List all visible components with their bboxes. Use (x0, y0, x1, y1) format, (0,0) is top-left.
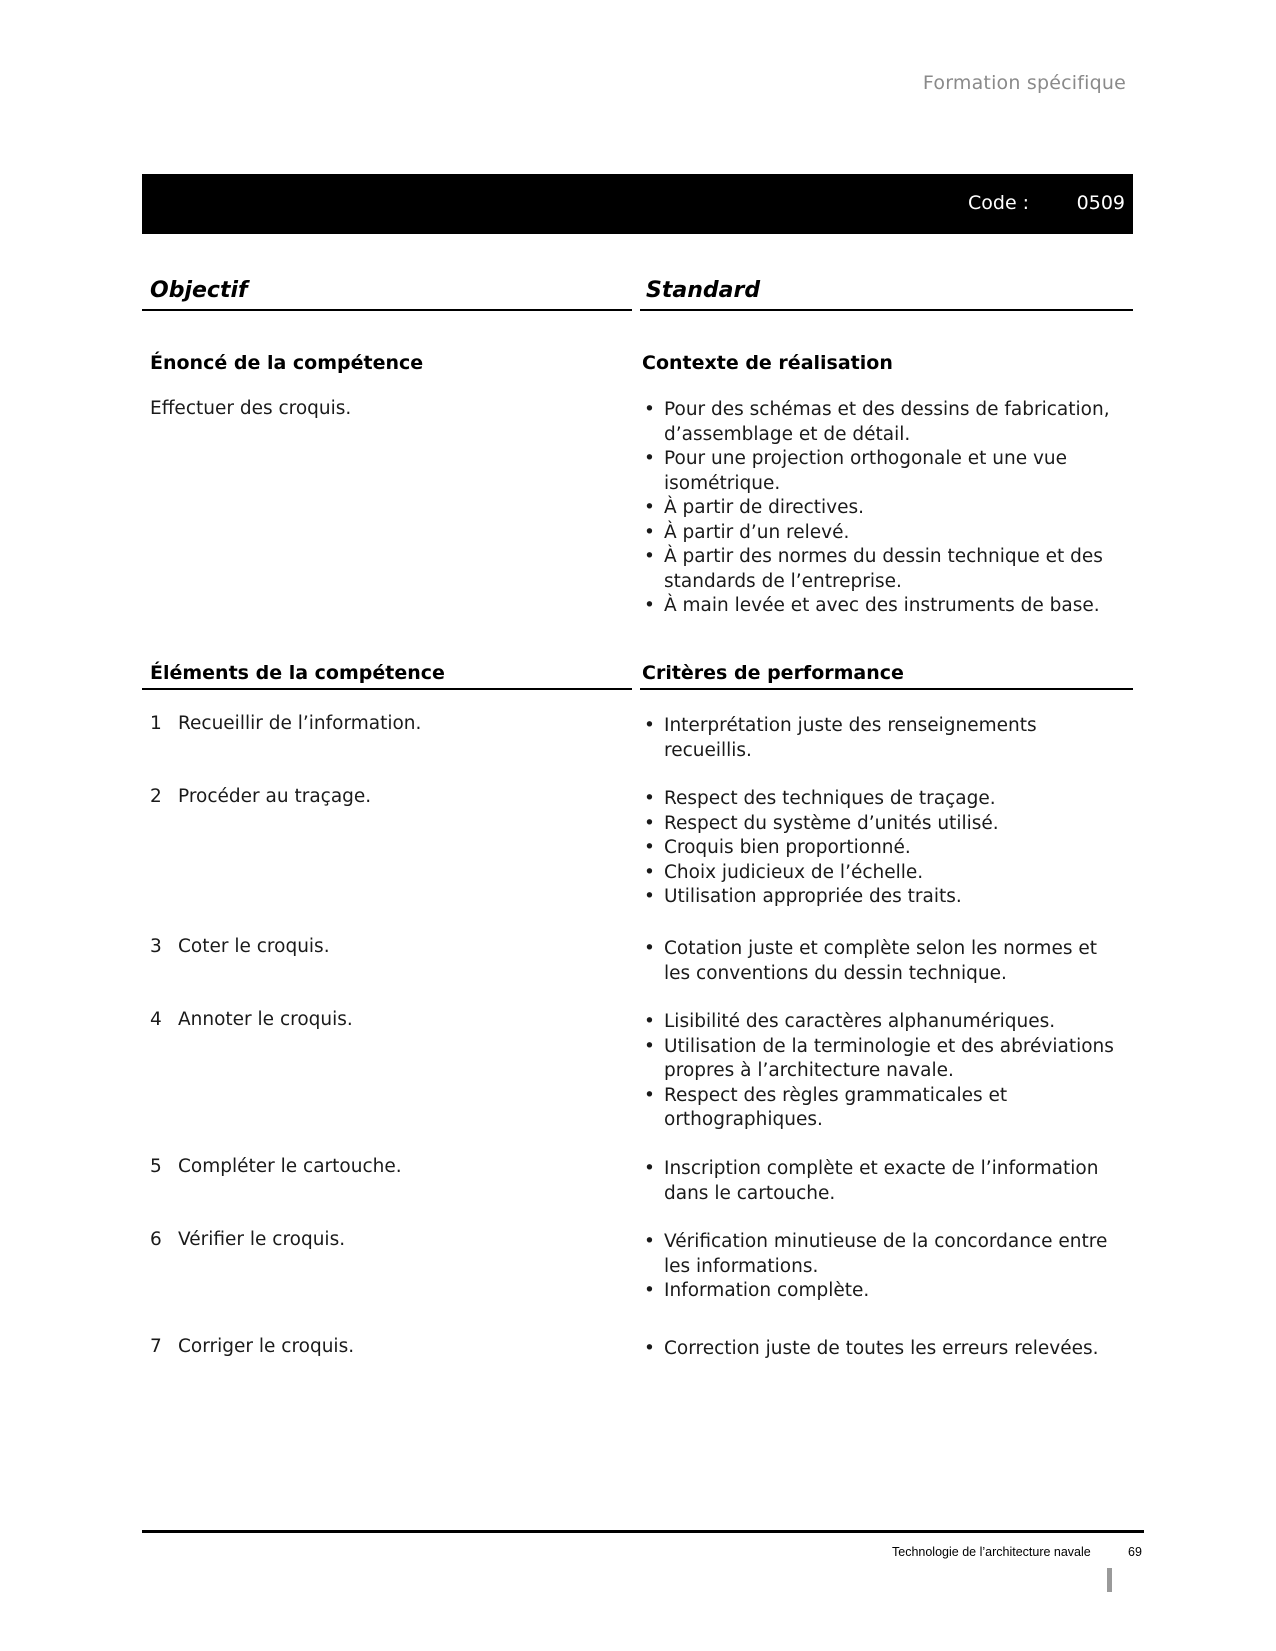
bullet-text: À main levée et avec des instruments de base. (664, 595, 1100, 616)
bullet-text: Respect des techniques de traçage. (664, 788, 996, 809)
bullet-item (642, 812, 1122, 837)
bullet-item (642, 937, 1122, 986)
element-label: Compléter le cartouche. (178, 1156, 402, 1177)
elements-heading: Éléments de la compétence (150, 662, 445, 684)
bullet-icon: • (644, 546, 655, 567)
bullet-item (642, 496, 1122, 521)
bullet-text: Utilisation de la terminologie et des abréviations propres à l’architecture navale. (664, 1035, 1114, 1081)
element-label: Coter le croquis. (178, 936, 330, 957)
element-label: Vérifier le croquis. (178, 1229, 346, 1250)
standard-rule (640, 309, 1133, 311)
bullet-text: À partir de directives. (664, 497, 864, 518)
footer-rule (142, 1530, 1144, 1533)
criteria-list (642, 714, 1122, 763)
criteria-list (642, 1157, 1122, 1206)
criteria-list (642, 937, 1122, 986)
element-row (150, 1156, 402, 1177)
bullet-item (642, 594, 1122, 619)
contexte-heading: Contexte de réalisation (642, 352, 893, 374)
element-label: Annoter le croquis. (178, 1009, 353, 1030)
bullet-icon: • (644, 886, 655, 907)
criteria-list (642, 1230, 1122, 1304)
code-label: Code : (968, 192, 1030, 214)
bullet-text: À partir des normes du dessin technique et des standards de l’entreprise. (664, 546, 1103, 592)
criteria-list (642, 1010, 1122, 1133)
element-row (150, 1009, 353, 1030)
enonce-text: Effectuer des croquis. (150, 398, 352, 419)
bullet-icon: • (644, 497, 655, 518)
bullet-icon: • (644, 399, 655, 420)
bullet-icon: • (644, 1231, 655, 1252)
criteria-list (642, 787, 1122, 910)
code-value: 0509 (1076, 192, 1125, 214)
bullet-text: Correction juste de toutes les erreurs relevées. (664, 1338, 1099, 1359)
bullet-item (642, 861, 1122, 886)
bullet-item (642, 1010, 1122, 1035)
bullet-icon: • (644, 1035, 655, 1057)
bullet-item (642, 545, 1122, 594)
element-number: 4 (150, 1009, 162, 1030)
footer-marker (1107, 1568, 1112, 1592)
bullet-icon: • (644, 788, 655, 809)
bullet-item (642, 1157, 1122, 1206)
bullet-text: Vérification minutieuse de la concordance entre les informations. (664, 1231, 1108, 1277)
standard-heading: Standard (646, 278, 761, 303)
bullet-icon: • (644, 837, 655, 858)
bullet-text: Utilisation appropriée des traits. (664, 886, 962, 907)
bullet-text: Cotation juste et complète selon les normes et les conventions du dessin technique. (664, 938, 1097, 984)
bullet-text: Inscription complète et exacte de l’information dans le cartouche. (664, 1158, 1099, 1204)
element-number: 7 (150, 1336, 162, 1357)
criteres-rule (640, 688, 1133, 690)
bullet-item (642, 521, 1122, 546)
footer-title: Technologie de l’architecture navale (892, 1545, 1091, 1559)
element-label: Recueillir de l’information. (178, 713, 422, 734)
contexte-list (642, 398, 1122, 619)
bullet-item (642, 885, 1122, 910)
bullet-icon: • (644, 1158, 655, 1179)
element-number: 5 (150, 1156, 162, 1177)
bullet-item (642, 1084, 1122, 1133)
bullet-text: Pour des schémas et des dessins de fabrication, d’assemblage et de détail. (664, 399, 1110, 445)
criteria-list (642, 1337, 1122, 1362)
objectif-rule (142, 309, 632, 311)
element-row (150, 713, 421, 734)
bullet-item (642, 398, 1122, 447)
bullet-text: Interprétation juste des renseignements recueillis. (664, 715, 1037, 761)
bullet-text: À partir d’un relevé. (664, 521, 850, 543)
bullet-item (642, 1337, 1122, 1362)
bullet-text: Respect des règles grammaticales et orthographiques. (664, 1084, 1008, 1130)
bullet-icon: • (644, 1084, 655, 1106)
bullet-icon: • (644, 938, 655, 959)
bullet-item (642, 447, 1122, 496)
bullet-item (642, 1035, 1122, 1084)
bullet-text: Pour une projection orthogonale et une vue isométrique. (664, 448, 1068, 494)
element-number: 2 (150, 786, 162, 807)
element-row (150, 936, 330, 957)
bullet-item (642, 714, 1122, 763)
element-row (150, 1336, 354, 1357)
bullet-icon: • (644, 861, 655, 883)
bullet-text: Information complète. (664, 1280, 870, 1301)
bullet-icon: • (644, 812, 655, 834)
bullet-text: Lisibilité des caractères alphanumériques. (664, 1011, 1056, 1032)
criteres-heading: Critères de performance (642, 662, 904, 684)
bullet-item (642, 836, 1122, 861)
element-number: 1 (150, 713, 162, 734)
bullet-icon: • (644, 595, 655, 616)
bullet-icon: • (644, 1338, 655, 1359)
bullet-item (642, 787, 1122, 812)
running-header: Formation spécifique (922, 72, 1126, 94)
element-number: 3 (150, 936, 162, 957)
bullet-icon: • (644, 448, 655, 469)
bullet-text: Respect du système d’unités utilisé. (664, 812, 999, 834)
elements-rule (142, 688, 632, 690)
page-number: 69 (1128, 1545, 1142, 1559)
code-bar (142, 174, 1133, 234)
element-label: Procéder au traçage. (178, 786, 372, 807)
bullet-item (642, 1230, 1122, 1279)
element-number: 6 (150, 1229, 162, 1250)
bullet-item (642, 1279, 1122, 1304)
bullet-text: Croquis bien proportionné. (664, 837, 911, 858)
element-row (150, 786, 371, 807)
bullet-icon: • (644, 1280, 655, 1301)
enonce-heading: Énoncé de la compétence (150, 352, 424, 374)
bullet-icon: • (644, 715, 655, 736)
bullet-icon: • (644, 1011, 655, 1032)
bullet-text: Choix judicieux de l’échelle. (664, 861, 924, 883)
bullet-icon: • (644, 521, 655, 543)
element-label: Corriger le croquis. (178, 1336, 355, 1357)
objectif-heading: Objectif (150, 278, 248, 303)
element-row (150, 1229, 345, 1250)
